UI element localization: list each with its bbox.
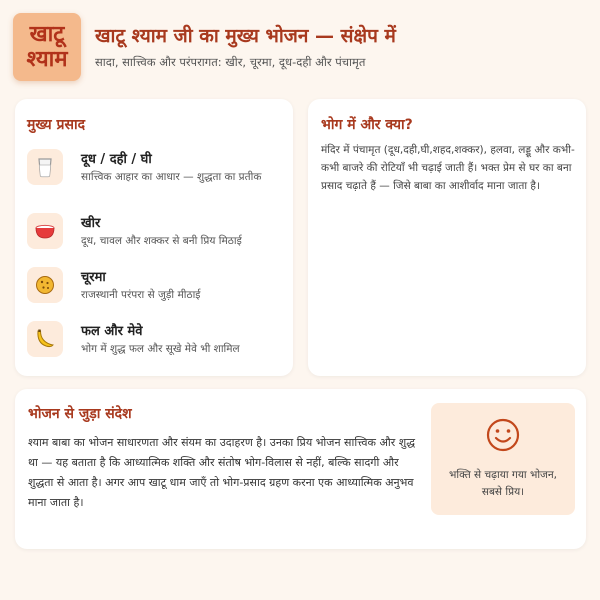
main-prasad-card (15, 99, 293, 376)
devotion-callout (431, 403, 575, 515)
smiley-face-icon (485, 417, 521, 453)
bhog-card (308, 99, 586, 376)
kheer-bowl-icon (27, 213, 63, 249)
main-prasad-heading: मुख्य प्रसाद (27, 117, 86, 133)
message-card (15, 389, 586, 549)
bhog-heading: भोग में और क्या? (321, 117, 413, 133)
prasad-item-desc: दूध, चावल और शक्कर से बनी प्रिय मिठाई (81, 235, 242, 247)
logo-line2: श्याम (26, 47, 68, 72)
callout-text: भक्ति से चढ़ाया गया भोजन, सबसे प्रिय। (448, 469, 558, 498)
khatu-shyam-logo (13, 13, 81, 81)
prasad-item-title: दूध / दही / घी (81, 152, 152, 167)
prasad-item-desc: राजस्थानी परंपरा से जुड़ी मीठाई (81, 289, 201, 301)
page-title: खाटू श्याम जी का मुख्य भोजन — संक्षेप में (95, 25, 396, 47)
page-subtitle: सादा, सात्त्विक और परंपरागत: खीर, चूरमा, दूध-दही और पंचामृत (95, 55, 366, 69)
prasad-item-title: चूरमा (81, 270, 106, 285)
logo-line1: खाटू (29, 22, 65, 47)
banana-icon (27, 321, 63, 357)
glass-of-milk-icon (27, 149, 63, 185)
churma-cookie-icon (27, 267, 63, 303)
prasad-item-title: फल और मेवे (81, 324, 143, 339)
prasad-item-desc: भोग में शुद्ध फल और सूखे मेवे भी शामिल (81, 343, 240, 355)
message-heading: भोजन से जुड़ा संदेश (28, 406, 132, 422)
bhog-body: मंदिर में पंचामृत (दूध,दही,घी,शहद,शक्कर), हलवा, लड्डू और कभी-कभी बाजरे की रोटियाँ भी चढ़ाई जाती हैं। भक्त प्रेम से घर का बना प्रसाद चढ़ाते हैं — जिसे बाबा का आशीर्वाद माना जाता है। (321, 144, 575, 192)
prasad-item-desc: सात्त्विक आहार का आधार — शुद्धता का प्रतीक (81, 171, 262, 183)
message-body: श्याम बाबा का भोजन साधारणता और संयम का उदाहरण है। उनका प्रिय भोजन सात्त्विक और शुद्ध था — यह बताता है कि आध्यात्मिक शक्ति और संतोष भोग-विलास से नहीं, बल्कि सादगी और शुद्धता से आता है। अगर आप खाटू धाम जाएँ तो भोग-प्रसाद ग्रहण करना एक आध्यात्मिक अनुभव माना जाता है। (28, 436, 416, 509)
prasad-item-title: खीर (81, 216, 101, 231)
